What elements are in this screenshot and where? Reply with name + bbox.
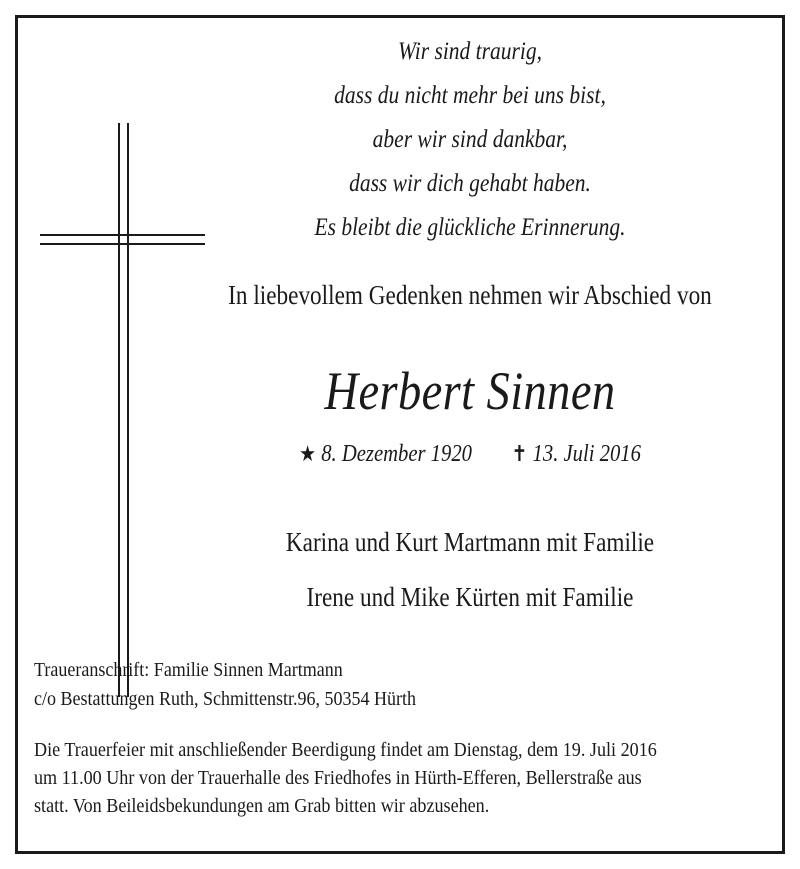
poem-line: dass du nicht mehr bei uns bist, — [334, 82, 606, 109]
deceased-name: Herbert Sinnen — [324, 361, 616, 421]
cross-small-icon: ✝ — [511, 441, 528, 466]
ceremony-info — [34, 736, 657, 820]
ceremony-line: Die Trauerfeier mit anschließender Beerdigung findet am Dienstag, dem 19. Juli 2016 — [34, 739, 657, 761]
birth-date: 8. Dezember 1920 — [321, 441, 472, 467]
poem-line: aber wir sind dankbar, — [372, 126, 568, 153]
life-dates — [281, 441, 659, 468]
ceremony-line: statt. Von Beileidsbekundungen am Grab bitten wir abzusehen. — [34, 795, 490, 817]
intro-text: In liebevollem Gedenken nehmen wir Abschied von — [228, 280, 712, 310]
address-line: c/o Bestattungen Ruth, Schmittenstr.96, 50354 Hürth — [34, 688, 416, 710]
death-date: 13. Juli 2016 — [532, 441, 641, 467]
ceremony-line: um 11.00 Uhr von der Trauerhalle des Friedhofes in Hürth-Efferen, Bellerstraße aus — [34, 767, 642, 789]
poem-line: Es bleibt die glückliche Erinnerung. — [314, 214, 626, 241]
star-icon: ★ — [299, 441, 317, 466]
family-line: Irene und Mike Kürten mit Familie — [306, 582, 634, 612]
mourning-address — [34, 656, 416, 714]
poem-line: dass wir dich gehabt haben. — [349, 170, 591, 197]
poem-line: Wir sind traurig, — [398, 38, 542, 65]
poem — [255, 30, 685, 250]
address-line: Traueranschrift: Familie Sinnen Martmann — [34, 659, 343, 681]
family-line: Karina und Kurt Martmann mit Familie — [285, 527, 655, 557]
cross-icon — [25, 105, 195, 695]
